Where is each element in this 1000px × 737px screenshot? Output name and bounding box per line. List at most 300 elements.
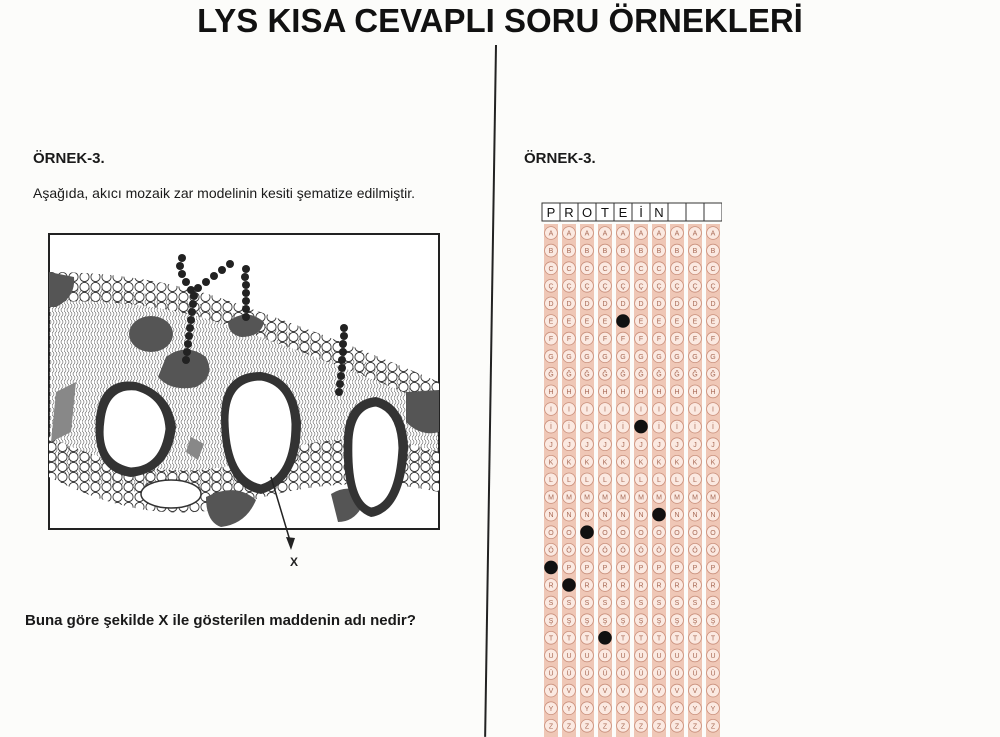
bubble-letter: M <box>620 494 626 502</box>
bubble-letter: V <box>638 688 644 696</box>
bubble-letter: H <box>584 389 590 396</box>
bubble-letter: Ş <box>620 617 626 625</box>
bubble-letter: I <box>622 406 624 414</box>
bubble-letter: İ <box>676 424 678 432</box>
bubble-letter: K <box>710 459 716 467</box>
bubble-letter: N <box>674 512 680 520</box>
bubble-letter: O <box>620 529 626 537</box>
bubble-letter: Ç <box>584 283 590 291</box>
bubble-letter: T <box>692 635 698 643</box>
bubble-letter: D <box>584 301 590 308</box>
bubble-letter: P <box>620 565 626 572</box>
bubble-letter: S <box>710 600 716 608</box>
filled-bubble[interactable] <box>599 631 612 644</box>
bubble-letter: L <box>657 477 661 484</box>
bubble-letter: G <box>692 353 698 361</box>
bubble-letter: C <box>620 265 626 273</box>
bubble-letter: F <box>566 336 572 344</box>
bubble-letter: F <box>602 336 608 344</box>
bubble-letter: P <box>710 565 716 572</box>
bubble-letter: C <box>674 265 680 273</box>
bubble-letter: U <box>692 653 698 660</box>
bubble-letter: N <box>548 512 554 520</box>
bubble-letter: N <box>584 512 590 520</box>
bubble-letter: L <box>621 477 625 484</box>
answer-box-letter: İ <box>639 205 643 220</box>
bubble-letter: I <box>712 406 714 414</box>
bubble-letter: Ğ <box>602 371 608 379</box>
bubble-letter: R <box>620 582 626 590</box>
bubble-letter: İ <box>658 424 660 432</box>
bubble-letter: S <box>602 600 608 608</box>
bubble-letter: Ç <box>566 283 572 291</box>
bubble-letter: İ <box>694 424 696 432</box>
question-text: Buna göre şekilde X ile gösterilen maddenin adı nedir? <box>25 612 416 629</box>
bubble-letter: V <box>620 688 626 696</box>
bubble-letter: Ü <box>692 670 698 678</box>
filled-bubble[interactable] <box>581 526 594 539</box>
bubble-letter: I <box>640 406 642 414</box>
bubble-letter: T <box>566 635 572 643</box>
bubble-letter: O <box>710 529 716 537</box>
bubble-letter: F <box>710 336 716 344</box>
bubble-letter: C <box>548 265 554 273</box>
bubble-letter: Ş <box>602 617 608 625</box>
bubble-letter: S <box>692 600 698 608</box>
bubble-letter: U <box>602 653 608 660</box>
bubble-letter: I <box>676 406 678 414</box>
bubble-letter: F <box>548 336 554 344</box>
bubble-letter: T <box>674 635 680 643</box>
bubble-letter: C <box>656 265 662 273</box>
bubble-letter: P <box>692 565 698 572</box>
question-description: Aşağıda, akıcı mozaik zar modelinin kesiti şematize edilmiştir. <box>33 185 416 201</box>
bubble-letter: İ <box>622 424 624 432</box>
bubble-letter: A <box>638 230 644 238</box>
bubble-letter: Ö <box>692 547 698 555</box>
bubble-letter: V <box>602 688 608 696</box>
bubble-letter: Ğ <box>548 371 554 379</box>
bubble-letter: O <box>674 529 680 537</box>
bubble-letter: R <box>602 582 608 590</box>
bubble-letter: J <box>621 441 625 449</box>
bubble-letter: F <box>674 336 680 344</box>
bubble-letter: E <box>548 318 554 326</box>
bubble-letter: K <box>548 459 554 467</box>
bubble-letter: A <box>656 230 662 238</box>
bubble-letter: U <box>674 653 680 660</box>
bubble-letter: Ö <box>584 547 590 555</box>
bubble-letter: T <box>638 635 644 643</box>
bubble-letter: D <box>656 301 662 308</box>
bubble-letter: Ş <box>710 617 716 625</box>
bubble-letter: P <box>638 565 644 572</box>
bubble-letter: Ö <box>566 547 572 555</box>
bubble-letter: Ş <box>692 617 698 625</box>
bubble-letter: Z <box>674 723 680 731</box>
bubble-letter: I <box>604 406 606 414</box>
bubble-letter: D <box>548 301 554 308</box>
bubble-letter: V <box>710 688 716 696</box>
bubble-letter: Y <box>710 705 716 713</box>
bubble-letter: İ <box>586 424 588 432</box>
bubble-letter: U <box>548 653 554 660</box>
bubble-letter: G <box>584 353 590 361</box>
bubble-letter: Ğ <box>692 371 698 379</box>
bubble-letter: F <box>638 336 644 344</box>
bubble-letter: U <box>710 653 716 660</box>
bubble-letter: D <box>710 301 716 308</box>
filled-bubble[interactable] <box>545 561 558 574</box>
bubble-letter: P <box>674 565 680 572</box>
bubble-letter: Ö <box>620 547 626 555</box>
bubble-letter: P <box>656 565 662 572</box>
bubble-letter: O <box>602 529 608 537</box>
bubble-letter: O <box>656 529 662 537</box>
bubble-letter: Ş <box>584 617 590 625</box>
answer-box-letter: E <box>618 205 628 220</box>
answer-box-letter: O <box>581 205 593 220</box>
bubble-letter: Ö <box>710 547 716 555</box>
bubble-letter: B <box>602 248 608 256</box>
bubble-letter: Ü <box>656 670 662 678</box>
bubble-letter: F <box>620 336 626 344</box>
filled-bubble[interactable] <box>617 315 630 328</box>
bubble-letter: U <box>584 653 590 660</box>
bubble-letter: Ç <box>710 283 716 291</box>
bubble-letter: M <box>566 494 572 502</box>
bubble-letter: H <box>566 389 572 396</box>
bubble-letter: V <box>584 688 590 696</box>
bubble-letter: H <box>674 389 680 396</box>
bubble-letter: R <box>656 582 662 590</box>
bubble-letter: K <box>602 459 608 467</box>
bubble-letter: B <box>548 248 554 256</box>
bubble-letter: M <box>602 494 608 502</box>
bubble-letter: Ğ <box>710 371 716 379</box>
bubble-letter: Ç <box>692 283 698 291</box>
bubble-letter: B <box>566 248 572 256</box>
bubble-letter: Y <box>674 705 680 713</box>
bubble-letter: M <box>584 494 590 502</box>
bubble-letter: S <box>548 600 554 608</box>
bubble-letter: L <box>675 477 679 484</box>
bottom-protein-white <box>141 480 201 508</box>
bubble-letter: Ö <box>656 547 662 555</box>
bubble-letter: G <box>710 353 716 361</box>
bubble-letter: G <box>674 353 680 361</box>
bubble-letter: K <box>692 459 698 467</box>
bubble-letter: N <box>566 512 572 520</box>
bubble-letter: Y <box>566 705 572 713</box>
filled-bubble[interactable] <box>635 420 648 433</box>
bubble-letter: İ <box>712 424 714 432</box>
bubble-letter: B <box>710 248 716 256</box>
bubble-letter: Ö <box>674 547 680 555</box>
bubble-letter: V <box>674 688 680 696</box>
bubble-letter: Ü <box>638 670 644 678</box>
bubble-letter: C <box>602 265 608 273</box>
bubble-letter: V <box>656 688 662 696</box>
bubble-letter: Z <box>584 723 590 731</box>
page-title: LYS KISA CEVAPLI SORU ÖRNEKLERİ <box>197 2 803 39</box>
bubble-letter: Ğ <box>638 371 644 379</box>
bubble-letter: S <box>566 600 572 608</box>
bubble-letter: J <box>675 441 679 449</box>
bubble-letter: J <box>693 441 697 449</box>
bubble-letter: E <box>638 318 644 326</box>
bubble-letter: R <box>584 582 590 590</box>
bubble-letter: E <box>584 318 590 326</box>
bubble-letter: K <box>656 459 662 467</box>
bubble-letter: C <box>710 265 716 273</box>
bubble-letter: Ü <box>602 670 608 678</box>
bubble-letter: N <box>620 512 626 520</box>
bubble-letter: D <box>602 301 608 308</box>
bubble-letter: S <box>638 600 644 608</box>
bubble-letter: S <box>620 600 626 608</box>
bubble-letter: A <box>710 230 716 238</box>
bubble-letter: Z <box>638 723 644 731</box>
bubble-letter: L <box>549 477 553 484</box>
bubble-letter: T <box>548 635 554 643</box>
membrane-diagram <box>46 232 442 572</box>
bubble-letter: Ğ <box>620 371 626 379</box>
bubble-letter: Ü <box>566 670 572 678</box>
bubble-letter: Y <box>620 705 626 713</box>
bubble-letter: P <box>584 565 590 572</box>
bubble-letter: H <box>656 389 662 396</box>
bubble-letter: Ş <box>674 617 680 625</box>
bubble-letter: J <box>603 441 607 449</box>
bubble-letter: Ş <box>548 617 554 625</box>
bubble-letter: D <box>566 301 572 308</box>
bubble-letter: D <box>674 301 680 308</box>
bubble-letter: E <box>602 318 608 326</box>
x-label: X <box>290 555 299 569</box>
bubble-letter: Ü <box>548 670 554 678</box>
answer-box-letter: N <box>654 205 664 220</box>
bubble-letter: M <box>692 494 698 502</box>
bubble-letter: İ <box>550 424 552 432</box>
answer-box-letter: P <box>546 205 556 220</box>
bubble-letter: Ğ <box>656 371 662 379</box>
bubble-letter: A <box>602 230 608 238</box>
bubble-letter: R <box>710 582 716 590</box>
bubble-letter: F <box>656 336 662 344</box>
bubble-letter: U <box>620 653 626 660</box>
bubble-letter: Y <box>584 705 590 713</box>
left-example-label: ÖRNEK-3. <box>33 150 105 167</box>
bubble-letter: C <box>566 265 572 273</box>
filled-bubble[interactable] <box>563 579 576 592</box>
bubble-letter: K <box>674 459 680 467</box>
bubble-letter: Ş <box>656 617 662 625</box>
bubble-letter: A <box>692 230 698 238</box>
bubble-letter: B <box>638 248 644 256</box>
bubble-letter: E <box>710 318 716 326</box>
bubble-letter: R <box>674 582 680 590</box>
bubble-letter: A <box>548 230 554 238</box>
bubble-letter: Ğ <box>584 371 590 379</box>
bubble-letter: Y <box>548 705 554 713</box>
bubble-letter: R <box>638 582 644 590</box>
bubble-letter: K <box>566 459 572 467</box>
bubble-letter: L <box>693 477 697 484</box>
answer-box[interactable] <box>686 203 704 221</box>
answer-box[interactable] <box>668 203 686 221</box>
peripheral-protein <box>129 316 173 352</box>
filled-bubble[interactable] <box>653 508 666 521</box>
bubble-letter: B <box>692 248 698 256</box>
bubble-letter: G <box>566 353 572 361</box>
bubble-letter: D <box>620 301 626 308</box>
bubble-letter: J <box>657 441 661 449</box>
bubble-letter: G <box>548 353 554 361</box>
bubble-letter: D <box>692 301 698 308</box>
bubble-letter: S <box>674 600 680 608</box>
bubble-letter: Y <box>656 705 662 713</box>
column-divider <box>484 45 497 737</box>
bubble-letter: J <box>585 441 589 449</box>
bubble-letter: F <box>584 336 590 344</box>
bubble-letter: I <box>658 406 660 414</box>
bubble-letter: Ç <box>602 283 608 291</box>
bubble-letter: R <box>692 582 698 590</box>
bubble-letter: B <box>620 248 626 256</box>
bubble-letter: U <box>638 653 644 660</box>
bubble-letter: I <box>586 406 588 414</box>
bubble-letter: L <box>603 477 607 484</box>
answer-box[interactable] <box>704 203 722 221</box>
bubble-letter: Ü <box>620 670 626 678</box>
bubble-letter: N <box>602 512 608 520</box>
bubble-letter: C <box>584 265 590 273</box>
bubble-letter: Z <box>620 723 626 731</box>
bubble-letter: İ <box>604 424 606 432</box>
bubble-letter: J <box>567 441 571 449</box>
bubble-letter: M <box>548 494 554 502</box>
bubble-letter: Ç <box>548 283 554 291</box>
bubble-letter: A <box>674 230 680 238</box>
bubble-letter: Ş <box>566 617 572 625</box>
bubble-letter: L <box>567 477 571 484</box>
bubble-letter: H <box>692 389 698 396</box>
bubble-letter: B <box>656 248 662 256</box>
bubble-letter: H <box>548 389 554 396</box>
bubble-letter: Ü <box>710 670 716 678</box>
bubble-letter: G <box>602 353 608 361</box>
bubble-letter: O <box>566 529 572 537</box>
bubble-letter: C <box>638 265 644 273</box>
bubble-letter: C <box>692 265 698 273</box>
right-example-label: ÖRNEK-3. <box>524 150 596 167</box>
bubble-letter: B <box>674 248 680 256</box>
bubble-letter: O <box>548 529 554 537</box>
bubble-letter: V <box>692 688 698 696</box>
bubble-letter: Z <box>710 723 716 731</box>
answer-box-letter: R <box>564 205 574 220</box>
bubble-letter: N <box>692 512 698 520</box>
bubble-letter: Ç <box>620 283 626 291</box>
bubble-letter: Ç <box>638 283 644 291</box>
bubble-letter: G <box>638 353 644 361</box>
bubble-letter: İ <box>568 424 570 432</box>
bubble-letter: K <box>620 459 626 467</box>
bubble-letter: J <box>711 441 715 449</box>
bubble-letter: J <box>639 441 643 449</box>
bubble-letter: Ü <box>584 670 590 678</box>
bubble-letter: F <box>692 336 698 344</box>
bubble-letter: A <box>620 230 626 238</box>
bubble-letter: G <box>620 353 626 361</box>
bubble-letter: G <box>656 353 662 361</box>
bubble-letter: U <box>656 653 662 660</box>
bubble-letter: Ö <box>548 547 554 555</box>
bubble-letter: T <box>584 635 590 643</box>
bubble-letter: T <box>656 635 662 643</box>
bubble-letter: O <box>638 529 644 537</box>
bubble-letter: L <box>711 477 715 484</box>
bubble-letter: P <box>566 565 572 572</box>
bubble-letter: K <box>638 459 644 467</box>
bubble-letter: D <box>638 301 644 308</box>
x-arrow-head <box>286 537 295 550</box>
bubble-letter: S <box>656 600 662 608</box>
bubble-letter: N <box>710 512 716 520</box>
bubble-letter: M <box>674 494 680 502</box>
bubble-letter: Ü <box>674 670 680 678</box>
bubble-letter: K <box>584 459 590 467</box>
bubble-letter: Z <box>566 723 572 731</box>
bubble-letter: V <box>548 688 554 696</box>
bubble-letter: Ğ <box>674 371 680 379</box>
bubble-letter: H <box>710 389 716 396</box>
bubble-letter: Y <box>602 705 608 713</box>
bubble-letter: R <box>548 582 554 590</box>
bubble-letter: Z <box>656 723 662 731</box>
bubble-letter: P <box>602 565 608 572</box>
bubble-letter: L <box>585 477 589 484</box>
bubble-letter: V <box>566 688 572 696</box>
bubble-letter: I <box>568 406 570 414</box>
bubble-letter: I <box>550 406 552 414</box>
bubble-letter: N <box>638 512 644 520</box>
bubble-letter: H <box>638 389 644 396</box>
bubble-letter: Z <box>548 723 554 731</box>
bubble-letter: T <box>710 635 716 643</box>
bubble-letter: B <box>584 248 590 256</box>
bubble-letter: Ç <box>674 283 680 291</box>
bubble-letter: J <box>549 441 553 449</box>
bubble-letter: Ğ <box>566 371 572 379</box>
bubble-letter: E <box>674 318 680 326</box>
bubble-letter: Ö <box>602 547 608 555</box>
bubble-letter: S <box>584 600 590 608</box>
bubble-letter: A <box>566 230 572 238</box>
bubble-letter: Ç <box>656 283 662 291</box>
bubble-letter: I <box>694 406 696 414</box>
bubble-letter: Z <box>602 723 608 731</box>
bubble-letter: M <box>638 494 644 502</box>
bubble-letter: H <box>602 389 608 396</box>
bubble-letter: M <box>710 494 716 502</box>
bubble-letter: E <box>692 318 698 326</box>
bubble-letter: M <box>656 494 662 502</box>
bubble-letter: H <box>620 389 626 396</box>
bubble-letter: Z <box>692 723 698 731</box>
bubble-letter: E <box>566 318 572 326</box>
